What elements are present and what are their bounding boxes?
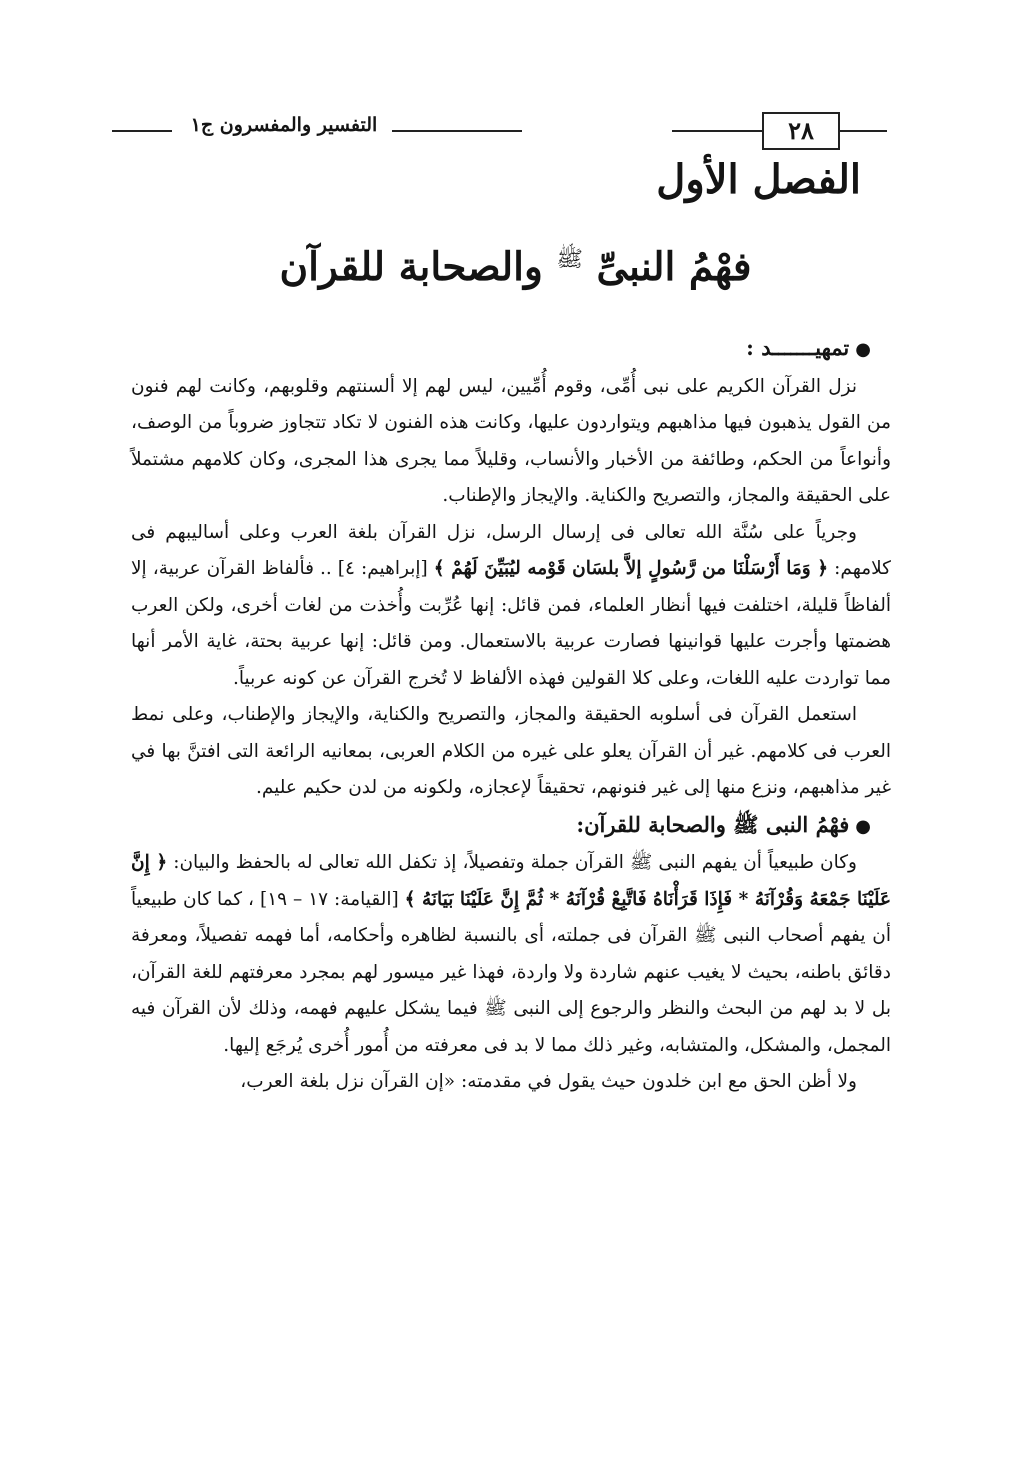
section-heading-text: تمهيـــــــد : <box>746 335 850 360</box>
quran-verse: ﴿ وَمَا أَرْسَلْنَا من رَّسُولٍ إلاَّ بلسَان قَوْمه ليُبَيِّنَ لَهُمْ ﴾ <box>433 558 829 579</box>
paragraph <box>131 515 891 698</box>
header-rule-middle <box>392 130 522 132</box>
main-title <box>0 225 1031 302</box>
paragraph-text: فألفاظ القرآن عربية، إلا ألفاظاً قليلة، اختلفت فيها أنظار العلماء، فمن قائل: إنها عُرِّبت وأُخذت من لغات أخرى، ولكن العرب هضمتها وأجرت عليها قوانينها فصارت عربية بالاستعمال. ومن قائل: إنها عربية بحتة، غاية الأمر أنها مما تواردت عليه اللغات، وعلى كلا القولين فهذه الألفاظ لا تُخرج القرآن عن كونه عربياً. <box>131 558 891 689</box>
main-title-part-2: والصحابة للقرآن <box>279 244 557 290</box>
paragraph-text: وكان طبيعياً أن يفهم النبى ﷺ القرآن جملة وتفصيلاً، إذ تكفل الله تعالى له بالحفظ والبيان: <box>167 852 857 873</box>
section-heading-understanding <box>131 807 891 846</box>
salutation-glyph: ﷺ <box>556 247 583 272</box>
chapter-title: الفصل الأول <box>656 156 861 203</box>
header-rule-left <box>112 130 172 132</box>
verse-reference: [القيامة: ١٧ – ١٩] <box>254 888 405 910</box>
paragraph: نزل القرآن الكريم على نبى أُمِّى، وقوم أُمِّيين، ليس لهم إلا ألسنتهم وقلوبهم، وكانت لهم فنون من القول يذهبون فيها مذاهبهم ويتواردون عليها، وكانت هذه الفنون لا تكاد تتجاوز ضروباً من الوصف، وأنواعاً من الحكم، وطائفة من الأخبار والأنساب، وقليلاً مما يجرى هذا المجرى، وكان كلامهم مشتملاً على الحقيقة والمجاز، والتصريح والكناية. والإيجاز والإطناب. <box>131 375 892 506</box>
verse-reference: [إبراهيم: ٤] .. <box>313 558 434 579</box>
paragraph-text: وجرياً على سُنَّة الله تعالى فى إرسال الرسل، نزل القرآن بلغة العرب وعلى أساليبهم فى كلامهم: <box>131 521 891 579</box>
paragraph: ولا أظن الحق مع ابن خلدون حيث يقول في مقدمته: «إن القرآن نزل بلغة العرب، <box>240 1071 857 1092</box>
book-title: التفسير والمفسرون ج١ <box>190 114 378 136</box>
running-header <box>112 112 887 148</box>
paragraph: استعمل القرآن فى أسلوبه الحقيقة والمجاز، والتصريح والكناية، والإيجاز والإطناب، وعلى نمط العرب فى كلامهم. غير أن القرآن يعلو على غيره من الكلام العربى، بمعانيه الرائعة التى افتنَّ بها في غير مذاهبهم، ونزع منها إلى غير فنونهم، تحقيقاً لإعجازه، ولكونه من لدن حكيم عليم. <box>131 704 891 798</box>
bullet-icon: ● <box>855 339 871 360</box>
quran-verse: ﴿ إِنَّ عَلَيْنَا جَمْعَهُ وَقُرْآنَهُ * فَإِذَا قَرَأْنَاهُ فَاتَّبِعْ قُرْآنَهُ * ثُمَّ إِنَّ عَلَيْنَا بَيَانَهُ ﴾ <box>131 852 891 910</box>
page-number: ٢٨ <box>762 112 840 150</box>
bullet-icon: ● <box>855 815 871 837</box>
main-title-part-1: فهْمُ النبىِّ <box>582 244 752 290</box>
paragraph-text: ، كما كان طبيعياً أن يفهم أصحاب النبى ﷺ القرآن فى جملته، أى بالنسبة لظاهره وأحكامه، أما فهمه تفصيلاً، ومعرفة دقائق باطنه، بحيث لا يغيب عنهم شاردة ولا واردة، فهذا غير ميسور لهم بمجرد معرفتهم للغة القرآن، بل لا بد لهم من البحث والنظر والرجوع إلى النبى ﷺ فيما يشكل عليهم فهمه، وذلك لأن القرآن فيه المجمل، والمشكل، والمتشابه، وغير ذلك مما لا بد فى معرفته من أُمور أُخرى يُرجَع إليها. <box>131 888 891 1056</box>
paragraph <box>131 845 891 1064</box>
section-heading-intro <box>131 330 891 369</box>
section-heading-text: فهْمُ النبى ﷺ والصحابة للقرآن: <box>576 811 850 837</box>
body-text <box>131 330 891 1101</box>
